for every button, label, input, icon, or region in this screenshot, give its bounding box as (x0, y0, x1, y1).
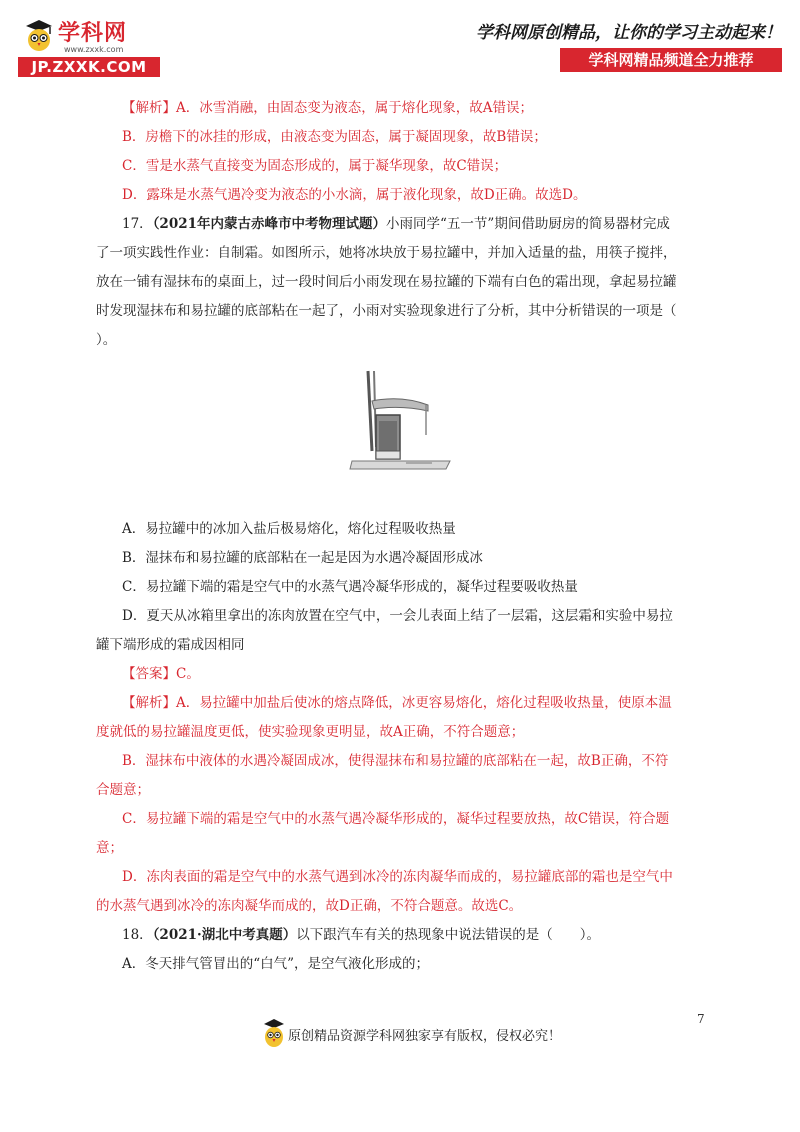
question-number: 18． (122, 927, 153, 943)
q17-option-d: D．夏天从冰箱里拿出的冻肉放置在空气中，一会儿表面上结了一层霜，这层霜和实验中易拉 (122, 608, 673, 624)
q16-analysis-c: C．雪是水蒸气直接变为固态形成的，属于凝华现象，故C错误； (122, 158, 508, 174)
q18-stem: 18．（2021·湖北中考真题）以下跟汽车有关的热现象中说法错误的是（ ）。 (122, 927, 600, 943)
q17-analysis-d: D．冻肉表面的霜是空气中的水蒸气遇到冰冷的冻肉凝华而成的，易拉罐底部的霜也是空气中 (122, 869, 673, 885)
q17-analysis-c: C．易拉罐下端的霜是空气中的水蒸气遇冷凝华形成的，凝华过程要放热，故C错误，符合题 (122, 811, 670, 827)
q17-stem-line: 放在一铺有湿抹布的桌面上，过一段时间后小雨发现在易拉罐的下端有白色的霜出现，拿起易拉罐 (96, 274, 677, 290)
owl-mascot-icon (262, 1018, 286, 1048)
q17-analysis-b-cont: 合题意； (96, 782, 150, 798)
page-footer (262, 1018, 602, 1054)
zxxk-logo[interactable] (18, 12, 160, 76)
document-body (96, 94, 708, 979)
q17-analysis-d-cont: 的水蒸气遇到冰冷的冻肉凝华而成的，故D正确，不符合题意。故选C。 (96, 898, 523, 914)
q16-analysis-d: D．露珠是水蒸气遇冷变为液态的小水滴，属于液化现象，故D正确。故选D。 (122, 187, 587, 203)
q18-option-a: A．冬天排气管冒出的“白气”，是空气液化形成的； (122, 956, 430, 972)
q17-analysis-a-cont: 度就低的易拉罐温度更低，使实验现象更明显，故A正确，不符合题意； (96, 724, 525, 740)
copyright-notice: 原创精品资源学科网独家享有版权，侵权必究！ (288, 1029, 562, 1044)
q16-analysis-b: B．房檐下的冰挂的形成，由液态变为固态，属于凝固现象，故B错误； (122, 129, 547, 145)
q17-analysis-a: 【解析】A．易拉罐中加盐后使冰的熔点降低，冰更容易熔化，熔化过程吸收热量，使原本温 (122, 695, 672, 711)
q17-option-b: B．湿抹布和易拉罐的底部粘在一起是因为水遇冷凝固形成冰 (122, 550, 483, 566)
question-source: （2021·湖北中考真题） (152, 927, 297, 943)
channel-banner: 学科网精品频道全力推荐 (560, 48, 782, 72)
header-slogan: 学科网原创精品，让你的学习主动起来！ (476, 23, 782, 43)
question-number: 17． (122, 216, 153, 232)
q17-analysis-b: B．湿抹布中液体的水遇冷凝固成冰，使得湿抹布和易拉罐的底部粘在一起，故B正确，不符 (122, 753, 669, 769)
logo-website: www.zxxk.com (64, 45, 124, 54)
q17-stem-line: ）。 (96, 332, 117, 348)
answer-tag: 【答案】 (122, 666, 176, 682)
q17-option-a: A．易拉罐中的冰加入盐后极易熔化，熔化过程吸收热量 (122, 521, 456, 537)
page-header (0, 0, 800, 90)
analysis-tag: 【解析】 (122, 100, 176, 116)
experiment-figure (96, 355, 708, 515)
logo-domain: JP.ZXXK.COM (18, 57, 160, 77)
q17-stem-line: 时发现湿抹布和易拉罐的底部粘在一起了，小雨对实验现象进行了分析，其中分析错误的一项是（ (96, 303, 677, 319)
page-number: 7 (697, 1012, 705, 1026)
owl-mascot-icon (22, 18, 56, 52)
analysis-tag: 【解析】 (122, 695, 176, 711)
q17-analysis-c-cont: 意； (96, 840, 123, 856)
q17-option-c: C．易拉罐下端的霜是空气中的水蒸气遇冷凝华形成的，凝华过程要吸收热量 (122, 579, 578, 595)
can-and-chopstick-illustration (346, 365, 456, 495)
q16-analysis-a: 【解析】A．冰雪消融，由固态变为液态，属于熔化现象，故A错误； (122, 100, 533, 116)
question-source: （2021年内蒙古赤峰市中考物理试题） (152, 216, 387, 232)
logo-name: 学科网 (58, 21, 128, 46)
q17-option-d-cont: 罐下端形成的霜成因相同 (96, 637, 245, 653)
q17-stem: 17．（2021年内蒙古赤峰市中考物理试题）小雨同学“五一节”期间借助厨房的简易器材完成 (122, 216, 670, 232)
q17-stem-line: 了一项实践性作业：自制霜。如图所示，她将冰块放于易拉罐中，并加入适量的盐，用筷子搅拌， (96, 245, 677, 261)
q17-answer: 【答案】C。 (122, 666, 200, 682)
